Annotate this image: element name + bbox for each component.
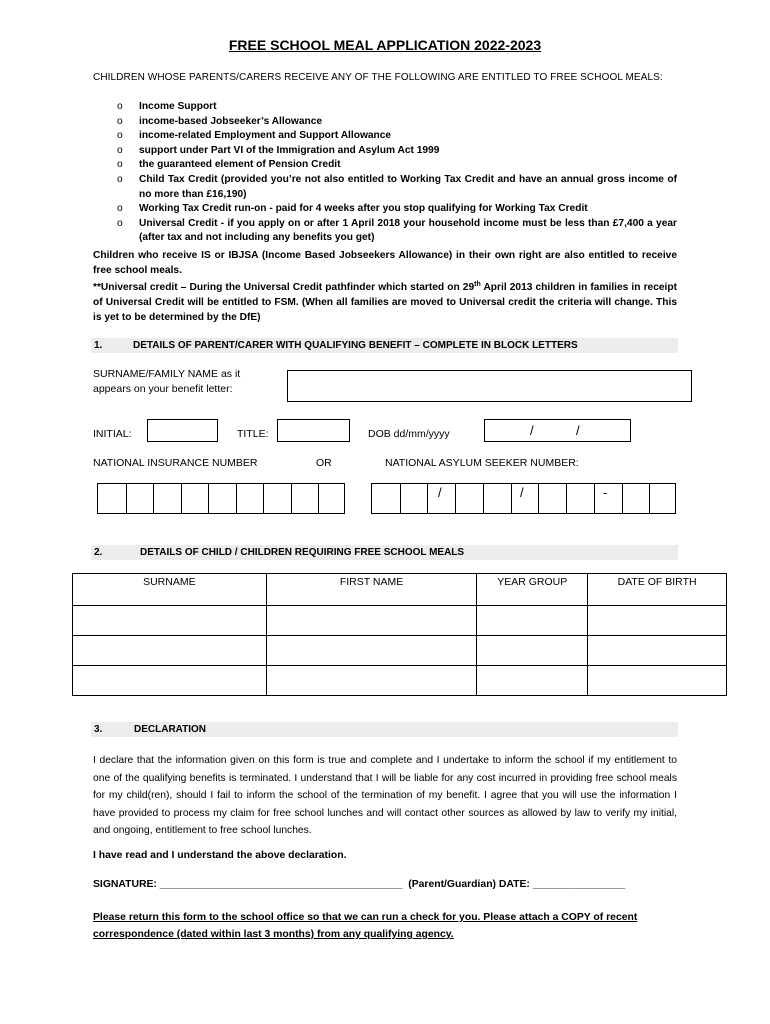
asylum-cell-divider: [594, 484, 595, 513]
bullet-icon: o: [117, 130, 123, 142]
table-row: [73, 666, 727, 696]
bullet-icon: o: [117, 159, 123, 171]
asylum-cell-divider: [427, 484, 428, 513]
eligibility-intro: CHILDREN WHOSE PARENTS/CARERS RECEIVE ANY OF THE FOLLOWING ARE ENTITLED TO FREE SCHOOL MEALS:: [93, 72, 663, 83]
child-dob-cell[interactable]: [588, 666, 727, 696]
asylum-cell-divider: [538, 484, 539, 513]
benefit-list: [117, 100, 677, 246]
section-3-number: 3.: [94, 724, 103, 735]
section-1-heading: DETAILS OF PARENT/CARER WITH QUALIFYING BENEFIT – COMPLETE IN BLOCK LETTERS: [133, 340, 578, 351]
ni-cell-divider: [208, 484, 209, 513]
asylum-cell-divider: [566, 484, 567, 513]
child-year-group-cell[interactable]: [477, 666, 588, 696]
declaration-text: I declare that the information given on this form is true and complete and I undertake to inform the school if my entitlement to one of the qualifying benefits is terminated. I understand that I will be liable for any cost incurred in providing free school meals for my child(ren), should I fail to inform the school of the termination of my benefit. I agree that you will use the information I have provided to process my claim for free school lunches and will contact other sources as allowed by law to verify my initial, and ongoing, entitlement to free school lunches.: [93, 755, 677, 837]
child-surname-cell[interactable]: [73, 606, 267, 636]
ni-number-label: NATIONAL INSURANCE NUMBER: [93, 457, 258, 469]
initial-label: INITIAL:: [93, 428, 132, 440]
benefit-item: [117, 129, 677, 144]
return-instructions: Please return this form to the school office so that we can run a check for you. Please attach a COPY of recent correspondence (dated within last 3 months) from any qualifying agency.: [93, 912, 638, 940]
asylum-cell-divider: [483, 484, 484, 513]
signature-date-line[interactable]: SIGNATURE: __________________________________________ (Parent/Guardian) DATE: ________________: [93, 879, 626, 890]
title-input[interactable]: [277, 419, 350, 442]
benefit-item: [117, 173, 677, 202]
ni-cell-divider: [236, 484, 237, 513]
asylum-separator-2: /: [520, 485, 524, 500]
child-year-group-cell[interactable]: [477, 606, 588, 636]
child-surname-cell[interactable]: [73, 636, 267, 666]
benefit-item: [117, 217, 677, 246]
asylum-number-label: NATIONAL ASYLUM SEEKER NUMBER:: [385, 457, 579, 469]
asylum-cell-divider: [649, 484, 650, 513]
dob-label: DOB dd/mm/yyyy: [368, 428, 450, 440]
section-2-heading: DETAILS OF CHILD / CHILDREN REQUIRING FREE SCHOOL MEALS: [140, 547, 465, 558]
parent-dob-input[interactable]: [484, 419, 631, 442]
surname-input[interactable]: [287, 370, 692, 402]
benefit-text: income-related Employment and Support Allowance: [139, 130, 392, 142]
benefit-item: [117, 144, 677, 159]
section-3-header: [91, 722, 678, 737]
asylum-number-input[interactable]: [371, 483, 676, 514]
benefit-text: Income Support: [139, 101, 217, 112]
asylum-cell-divider: [511, 484, 512, 513]
bullet-icon: o: [117, 173, 123, 185]
benefit-text: income-based Jobseeker’s Allowance: [139, 115, 323, 127]
bullet-icon: o: [117, 203, 123, 215]
benefit-text: the guaranteed element of Pension Credit: [139, 159, 341, 171]
section-3-heading: DECLARATION: [134, 724, 207, 735]
column-header-date-of-birth: DATE OF BIRTH: [588, 574, 727, 606]
column-header-year-group: YEAR GROUP: [477, 574, 588, 606]
asylum-cell-divider: [455, 484, 456, 513]
ni-cell-divider: [181, 484, 182, 513]
ni-cell-divider: [126, 484, 127, 513]
benefit-text: Universal Credit - if you apply on or after 1 April 2018 your household income must be less than £7,400 a year (after tax and not including any benefits you get): [139, 217, 677, 244]
child-first-name-cell[interactable]: [266, 636, 477, 666]
child-dob-cell[interactable]: [588, 606, 727, 636]
section-1-number: 1.: [94, 340, 103, 351]
benefit-item: [117, 100, 677, 115]
ni-cell-divider: [291, 484, 292, 513]
benefit-text: Working Tax Credit run-on - paid for 4 weeks after you stop qualifying for Working Tax Credit: [139, 203, 588, 215]
bullet-icon: o: [117, 115, 123, 127]
column-header-surname: SURNAME: [73, 574, 267, 606]
universal-credit-note: **Universal credit – During the Universal Credit pathfinder which started on 29th April 2013 children in families in receipt of Universal Credit will be entitled to FSM. (When all families are moved to Universal credit the criteria will change. This is yet to be determined by the DfE): [93, 281, 677, 323]
children-table: [72, 573, 727, 696]
benefit-item: [117, 158, 677, 173]
declaration-acknowledgement: I have read and I understand the above declaration.: [93, 850, 347, 861]
child-year-group-cell[interactable]: [477, 636, 588, 666]
bullet-icon: o: [117, 144, 123, 156]
table-row: [73, 606, 727, 636]
dob-separator-2: /: [576, 423, 580, 438]
ni-number-input[interactable]: [97, 483, 345, 514]
child-dob-cell[interactable]: [588, 636, 727, 666]
benefit-item: [117, 202, 677, 217]
section-2-number: 2.: [94, 547, 103, 558]
ni-cell-divider: [318, 484, 319, 513]
benefit-text: support under Part VI of the Immigration and Asylum Act 1999: [139, 144, 440, 156]
child-surname-cell[interactable]: [73, 666, 267, 696]
dob-separator-1: /: [530, 423, 534, 438]
section-2-header: [91, 545, 678, 560]
form-title: FREE SCHOOL MEAL APPLICATION 2022-2023: [228, 37, 542, 53]
benefit-text: Child Tax Credit (provided you’re not also entitled to Working Tax Credit and have an annual gross income of no more than £16,190): [139, 173, 677, 200]
title-label: TITLE:: [237, 428, 269, 440]
children-table-header: [73, 574, 727, 606]
asylum-separator-1: /: [438, 485, 442, 500]
bullet-icon: o: [117, 217, 123, 229]
bullet-icon: o: [117, 101, 123, 112]
child-first-name-cell[interactable]: [266, 666, 477, 696]
asylum-cell-divider: [622, 484, 623, 513]
asylum-separator-3: -: [603, 485, 608, 500]
section-1-header: [91, 338, 678, 353]
surname-label-line1: SURNAME/FAMILY NAME as it: [93, 368, 241, 380]
or-label: OR: [316, 457, 332, 469]
table-row: [73, 636, 727, 666]
asylum-cell-divider: [400, 484, 401, 513]
ni-cell-divider: [153, 484, 154, 513]
child-first-name-cell[interactable]: [266, 606, 477, 636]
benefit-item: [117, 115, 677, 130]
initial-input[interactable]: [147, 419, 218, 442]
surname-label-line2: appears on your benefit letter:: [93, 383, 233, 395]
column-header-first-name: FIRST NAME: [266, 574, 477, 606]
ibjsa-note: Children who receive IS or IBJSA (Income Based Jobseekers Allowance) in their own right are also entitled to receive free school meals.: [93, 250, 677, 276]
ni-cell-divider: [263, 484, 264, 513]
